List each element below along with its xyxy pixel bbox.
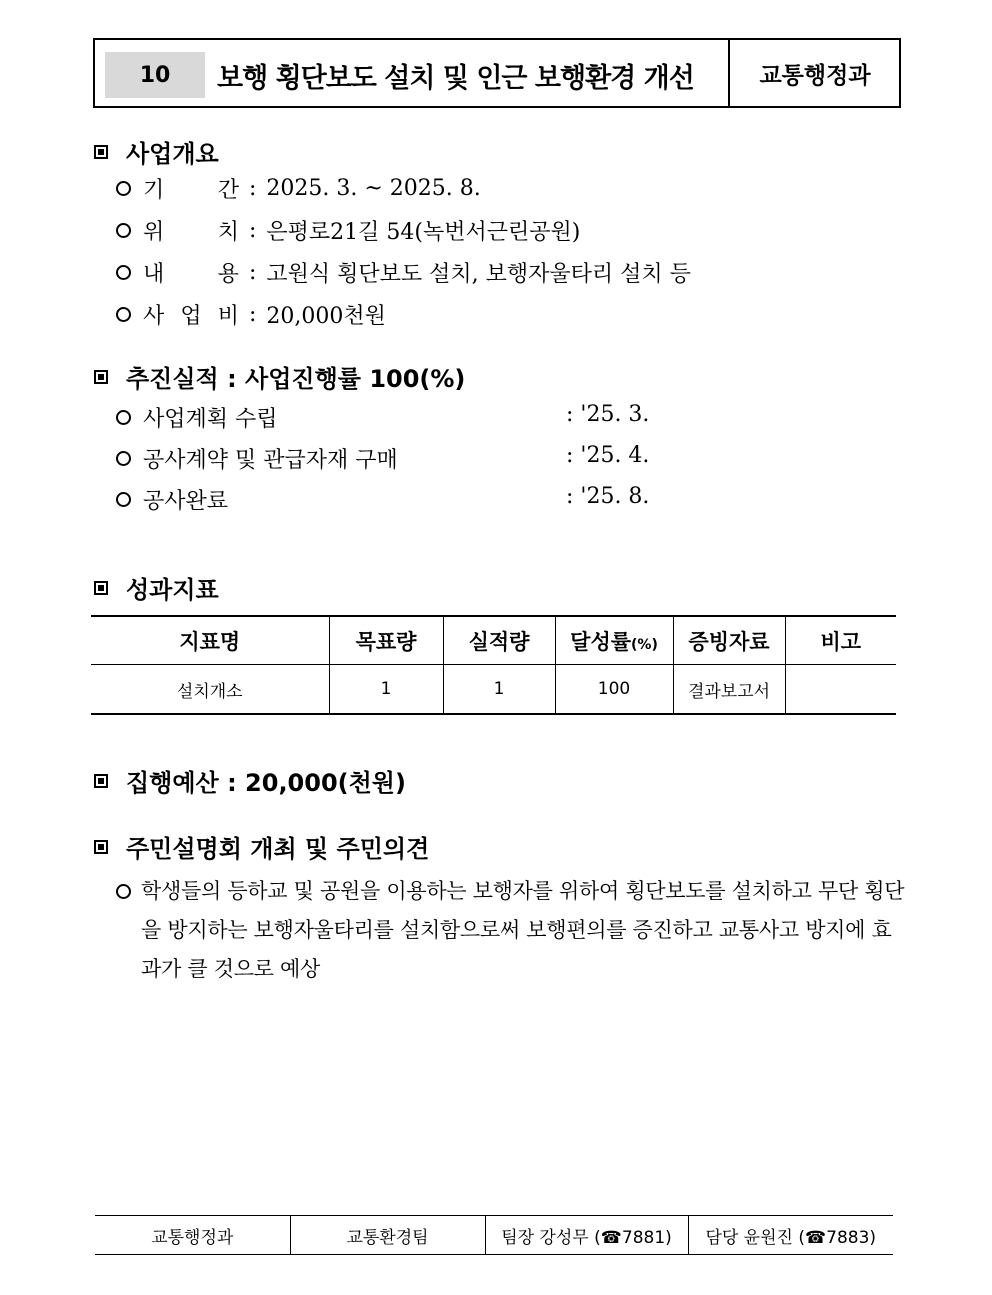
circle-bullet-icon bbox=[116, 223, 131, 238]
circle-bullet-icon bbox=[116, 265, 131, 280]
progress-date: : '25. 8. bbox=[566, 484, 650, 509]
page-title: 보행 횡단보도 설치 및 인근 보행환경 개선 bbox=[217, 62, 694, 94]
indicator-table bbox=[91, 615, 896, 715]
square-bullet-icon bbox=[94, 581, 108, 595]
section-heading: 추진실적 : 사업진행률 100(%) bbox=[126, 365, 466, 393]
progress-item bbox=[116, 484, 228, 515]
overview-label: 내 용 bbox=[143, 262, 239, 287]
overview-label: 위 치 bbox=[143, 220, 239, 245]
col-rate: 달성률(%) bbox=[555, 616, 673, 665]
cell-note bbox=[785, 665, 896, 715]
circle-bullet-icon bbox=[116, 181, 131, 196]
table-header-row bbox=[91, 616, 896, 665]
col-name: 지표명 bbox=[91, 616, 329, 665]
section-overview bbox=[92, 134, 219, 169]
progress-item bbox=[116, 402, 278, 433]
square-bullet-icon bbox=[94, 840, 108, 854]
section-heading: 성과지표 bbox=[126, 576, 219, 604]
cell-actual: 1 bbox=[443, 665, 555, 715]
overview-label: 사 업 비 bbox=[143, 304, 239, 329]
col-note: 비고 bbox=[785, 616, 896, 665]
opinion-paragraph bbox=[116, 872, 906, 989]
progress-task: 공사완료 bbox=[143, 489, 229, 514]
item-number: 10 bbox=[105, 52, 205, 98]
overview-item-period: 기 간 : 2025. 3. ~ 2025. 8. bbox=[116, 173, 481, 204]
circle-bullet-icon bbox=[116, 410, 131, 425]
square-bullet-icon bbox=[94, 370, 108, 384]
overview-item-content: 내 용 : 고원식 횡단보도 설치, 보행자울타리 설치 등 bbox=[116, 257, 691, 288]
circle-bullet-icon bbox=[116, 884, 131, 899]
circle-bullet-icon bbox=[116, 451, 131, 466]
progress-item bbox=[116, 443, 398, 474]
section-indicators bbox=[92, 570, 219, 605]
square-bullet-icon bbox=[94, 774, 108, 788]
footer-contact-table bbox=[95, 1215, 893, 1255]
footer-staff: 담당 윤원진 (☎7883) bbox=[688, 1216, 893, 1255]
col-evidence: 증빙자료 bbox=[673, 616, 785, 665]
cell-rate: 100 bbox=[555, 665, 673, 715]
overview-value: 고원식 횡단보도 설치, 보행자울타리 설치 등 bbox=[266, 262, 691, 287]
square-bullet-icon bbox=[94, 145, 108, 159]
overview-item-budget: 사 업 비 : 20,000천원 bbox=[116, 299, 386, 330]
circle-bullet-icon bbox=[116, 492, 131, 507]
footer-dept: 교통행정과 bbox=[95, 1216, 290, 1255]
table-row bbox=[91, 665, 896, 715]
opinion-text: 학생들의 등하교 및 공원을 이용하는 보행자를 위하여 횡단보도를 설치하고 무단 횡단을 방지하는 보행자울타리를 설치함으로써 보행편의를 증진하고 교통사고 방지에 효과가 클 것으로 예상 bbox=[141, 879, 905, 981]
section-heading: 집행예산 : 20,000(천원) bbox=[126, 769, 406, 797]
table-row bbox=[95, 1216, 893, 1255]
cell-evidence: 결과보고서 bbox=[673, 665, 785, 715]
overview-value: 2025. 3. ~ 2025. 8. bbox=[266, 176, 481, 201]
col-actual: 실적량 bbox=[443, 616, 555, 665]
footer-leader: 팀장 강성무 (☎7881) bbox=[485, 1216, 688, 1255]
progress-date: : '25. 4. bbox=[566, 443, 650, 468]
progress-task: 사업계획 수립 bbox=[143, 407, 278, 432]
department-label: 교통행정과 bbox=[759, 62, 871, 89]
title-box bbox=[93, 38, 901, 108]
progress-task: 공사계약 및 관급자재 구매 bbox=[143, 448, 398, 473]
overview-label: 기 간 bbox=[143, 178, 239, 203]
overview-value: 은평로21길 54(녹번서근린공원) bbox=[266, 220, 581, 245]
overview-item-location: 위 치 : 은평로21길 54(녹번서근린공원) bbox=[116, 215, 580, 246]
rate-unit: (%) bbox=[631, 636, 658, 653]
footer-team: 교통환경팀 bbox=[290, 1216, 485, 1255]
cell-target: 1 bbox=[329, 665, 443, 715]
section-budget bbox=[92, 763, 406, 798]
progress-date: : '25. 3. bbox=[566, 402, 650, 427]
section-heading: 사업개요 bbox=[126, 140, 219, 168]
divider bbox=[728, 40, 730, 106]
col-target: 목표량 bbox=[329, 616, 443, 665]
section-progress bbox=[92, 359, 465, 394]
cell-name: 설치개소 bbox=[91, 665, 329, 715]
circle-bullet-icon bbox=[116, 307, 131, 322]
overview-value: 20,000천원 bbox=[266, 304, 386, 329]
section-opinion bbox=[92, 829, 429, 864]
section-heading: 주민설명회 개최 및 주민의견 bbox=[126, 835, 430, 863]
